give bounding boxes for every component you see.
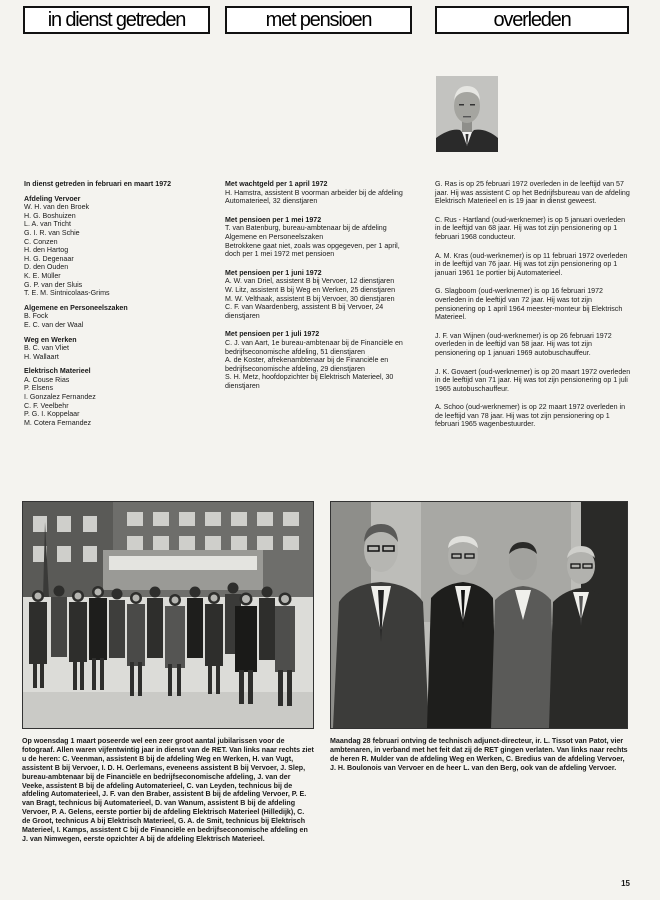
section-title: In dienst getreden in februari en maart 1972 bbox=[24, 180, 172, 188]
list-item: M. Cotera Fernandez bbox=[24, 418, 92, 427]
list-item: T. van Batenburg, bureau-ambtenaar bij de afdeling Algemene en Personeelszaken bbox=[225, 224, 387, 241]
header-in-dienst-getreden bbox=[23, 6, 210, 34]
obituary-entry: J. F. van Wijnen (oud-werknemer) is op 26 februari 1972 overleden in de leeftijd van 58 jaar. Hij was tot zijn pensionering op 1 januari 1969 autobuschauffeur. bbox=[435, 331, 612, 357]
list-item: A. de Koster, afrekenambtenaar bij de Financiële en bedrijfseconomische afdeling, 29 dienstjaren bbox=[225, 356, 389, 373]
obituary-entry: C. Rus - Hartland (oud-werknemer) is op 5 januari overleden in de leeftijd van 68 jaar. Hij was tot zijn pensionering op 1 februari 1968 conducteur. bbox=[435, 215, 626, 241]
list-item: C. J. van Aart, 1e bureau-ambtenaar bij de Financiële en bedrijfseconomische afdeling, 51 dienstjaren bbox=[225, 338, 403, 356]
section-heading: Weg en Werken bbox=[24, 335, 77, 344]
list-item: H. den Hartog bbox=[24, 246, 69, 255]
list-item: H. Wallaart bbox=[24, 352, 59, 361]
header-label: met pensioen bbox=[265, 8, 372, 31]
list-item: H. Hamstra, assistent B voorman arbeider bij de afdeling Automaterieel, 32 dienstjaren bbox=[225, 188, 403, 206]
obituary-entry: G. Ras is op 25 februari 1972 overleden in de leeftijd van 57 jaar. Hij was assistent C op het Bedrijfsbureau van de afdeling Elektrisch Materieel en is 19 jaar in dienst geweest. bbox=[435, 180, 630, 206]
column-met-pensioen bbox=[225, 180, 413, 390]
group-photo-afscheid bbox=[330, 501, 628, 729]
section-heading: Met pensioen per 1 juni 1972 bbox=[225, 268, 322, 277]
section-heading: Algemene en Personeelszaken bbox=[24, 303, 128, 312]
group-photo-jubilarissen bbox=[22, 501, 314, 729]
section-heading: Met pensioen per 1 juli 1972 bbox=[225, 330, 320, 339]
section-heading: Afdeling Vervoer bbox=[24, 194, 81, 203]
header-label: overleden bbox=[493, 8, 571, 31]
list-item: P. G. I. Koppelaar bbox=[24, 410, 80, 419]
caption-right: Maandag 28 februari ontving de technisch adjunct-directeur, ir. L. Tissot van Patot, vier ambtenaren, in verband met het feit dat zij de RET gingen verlaten. Van links naar rechts de heren R. Mulder van de afdeling Weg en Werken, C. Bredius van de afdeling Vervoer, J. H. Boulonois van Vervoer en de heer L. van den Berg, ook van de afdeling Vervoer. bbox=[330, 737, 628, 772]
section-heading: Met pensioen per 1 mei 1972 bbox=[225, 215, 322, 224]
obituary-entry: A. Schoo (oud-werknemer) is op 22 maart 1972 overleden in de leeftijd van 78 jaar. Hij was tot zijn pensionering op 1 februari 1965 wagenbestuurder. bbox=[435, 403, 626, 429]
portrait-photo bbox=[436, 76, 498, 152]
list-item: B. C. van Vliet bbox=[24, 344, 69, 353]
column-overleden bbox=[435, 180, 631, 429]
section-heading: Met wachtgeld per 1 april 1972 bbox=[225, 180, 328, 188]
list-item: G. P. van der Sluis bbox=[24, 280, 83, 289]
list-item: M. W. Velthaak, assistent B bij Vervoer, 30 dienstjaren bbox=[225, 294, 395, 303]
list-item: H. G. Degenaar bbox=[24, 254, 74, 263]
header-label: in dienst getreden bbox=[47, 8, 186, 31]
obituary-entry: J. K. Govaert (oud-werknemer) is op 20 maart 1972 overleden in de leeftijd van 71 jaar. Hij was tot zijn pensionering op 1 juli 1965 autobuschauffeur. bbox=[435, 367, 631, 393]
list-item: I. Gonzalez Fernandez bbox=[24, 393, 96, 402]
list-item: C. F. van Waardenberg, assistent B bij Vervoer, 24 dienstjaren bbox=[225, 303, 384, 320]
list-item: E. C. van der Waal bbox=[24, 320, 84, 329]
list-item: B. Fock bbox=[24, 312, 49, 321]
list-item: C. F. Veelbehr bbox=[24, 401, 69, 410]
obituary-entry: A. M. Kras (oud-werknemer) is op 11 februari 1972 overleden in de leeftijd van 76 jaar. Hij was tot zijn pensionering op 1 januari 1961 1e portier bij Automaterieel. bbox=[435, 251, 628, 277]
obituary-entry: G. Slagboom (oud-werknemer) is op 16 februari 1972 overleden in de leeftijd van 72 jaar. Hij was tot zijn pensionering op 1 april 1964 meester-monteur bij Elektrisch Materieel. bbox=[435, 287, 623, 322]
caption-left: Op woensdag 1 maart poseerde wel een zeer groot aantal jubilarissen voor de fotograaf. Allen waren vijfentwintig jaar in dienst van de RET. Van links naar rechts ziet u de heren: C. Veenman, assistent B bij de afdeling Weg en Werken, H. van Vugt, assistent B bij Vervoer, I. D. H. Oerlemans, eveneens assistent B bij Vervoer, J. Slep, bureau-ambtenaar bij de Financiële en bedrijfseconomische afdeling, J. van der Veeke, assistent B bij de afdeling Automaterieel, C. van Leyden, technicus bij de afdeling Automaterieel, J. F. van den Braber, assistent B bij de afdeling Vervoer, P. E. van Bragt, technicus bij Automaterieel, D. van Wanum, assistent B bij de afdeling Vervoer, P. A. Gelens, eerste portier bij de afdeling Elektrisch Materieel (Hilledijk), C. de Groot, technicus A bij Elektrisch Materieel, G. A. de Smit, technicus bij Elektrisch Materieel, I. Kamps, assistent C bij de Financiële en bedrijfseconomische afdeling en J. van Nimwegen, eerste opzichter A bij de afdeling Elektrisch Materieel. bbox=[22, 737, 314, 843]
list-item: T. E. M. Sintnicolaas-Grims bbox=[24, 289, 110, 298]
section-heading: Elektrisch Materieel bbox=[24, 367, 91, 376]
list-item: K. E. Müller bbox=[24, 271, 61, 280]
list-item: G. I. R. van Schie bbox=[24, 228, 80, 237]
list-item: L. A. van Tricht bbox=[24, 220, 71, 229]
list-item: W. Litz, assistent B bij Weg en Werken, 25 dienstjaren bbox=[225, 285, 396, 294]
list-item: A. Couse Rias bbox=[24, 375, 70, 384]
list-item: C. Conzen bbox=[24, 237, 58, 246]
list-item: Betrokkene gaat niet, zoals was opgegeven, per 1 april, doch per 1 mei 1972 met pensioen bbox=[225, 241, 400, 259]
list-item: W. H. van den Broek bbox=[24, 203, 90, 212]
list-item: A. W. van Driel, assistent B bij Vervoer, 12 dienstjaren bbox=[225, 277, 395, 286]
list-item: H. G. Boshuizen bbox=[24, 211, 76, 220]
page-number: 15 bbox=[621, 879, 630, 888]
header-met-pensioen bbox=[225, 6, 412, 34]
column-in-dienst bbox=[24, 180, 204, 427]
list-item: D. den Ouden bbox=[24, 263, 69, 272]
list-item: P. Elsens bbox=[24, 384, 54, 393]
list-item: S. H. Metz, hoofdopzichter bij Elektrisch Materieel, 30 dienstjaren bbox=[225, 373, 394, 390]
header-overleden bbox=[435, 6, 629, 34]
